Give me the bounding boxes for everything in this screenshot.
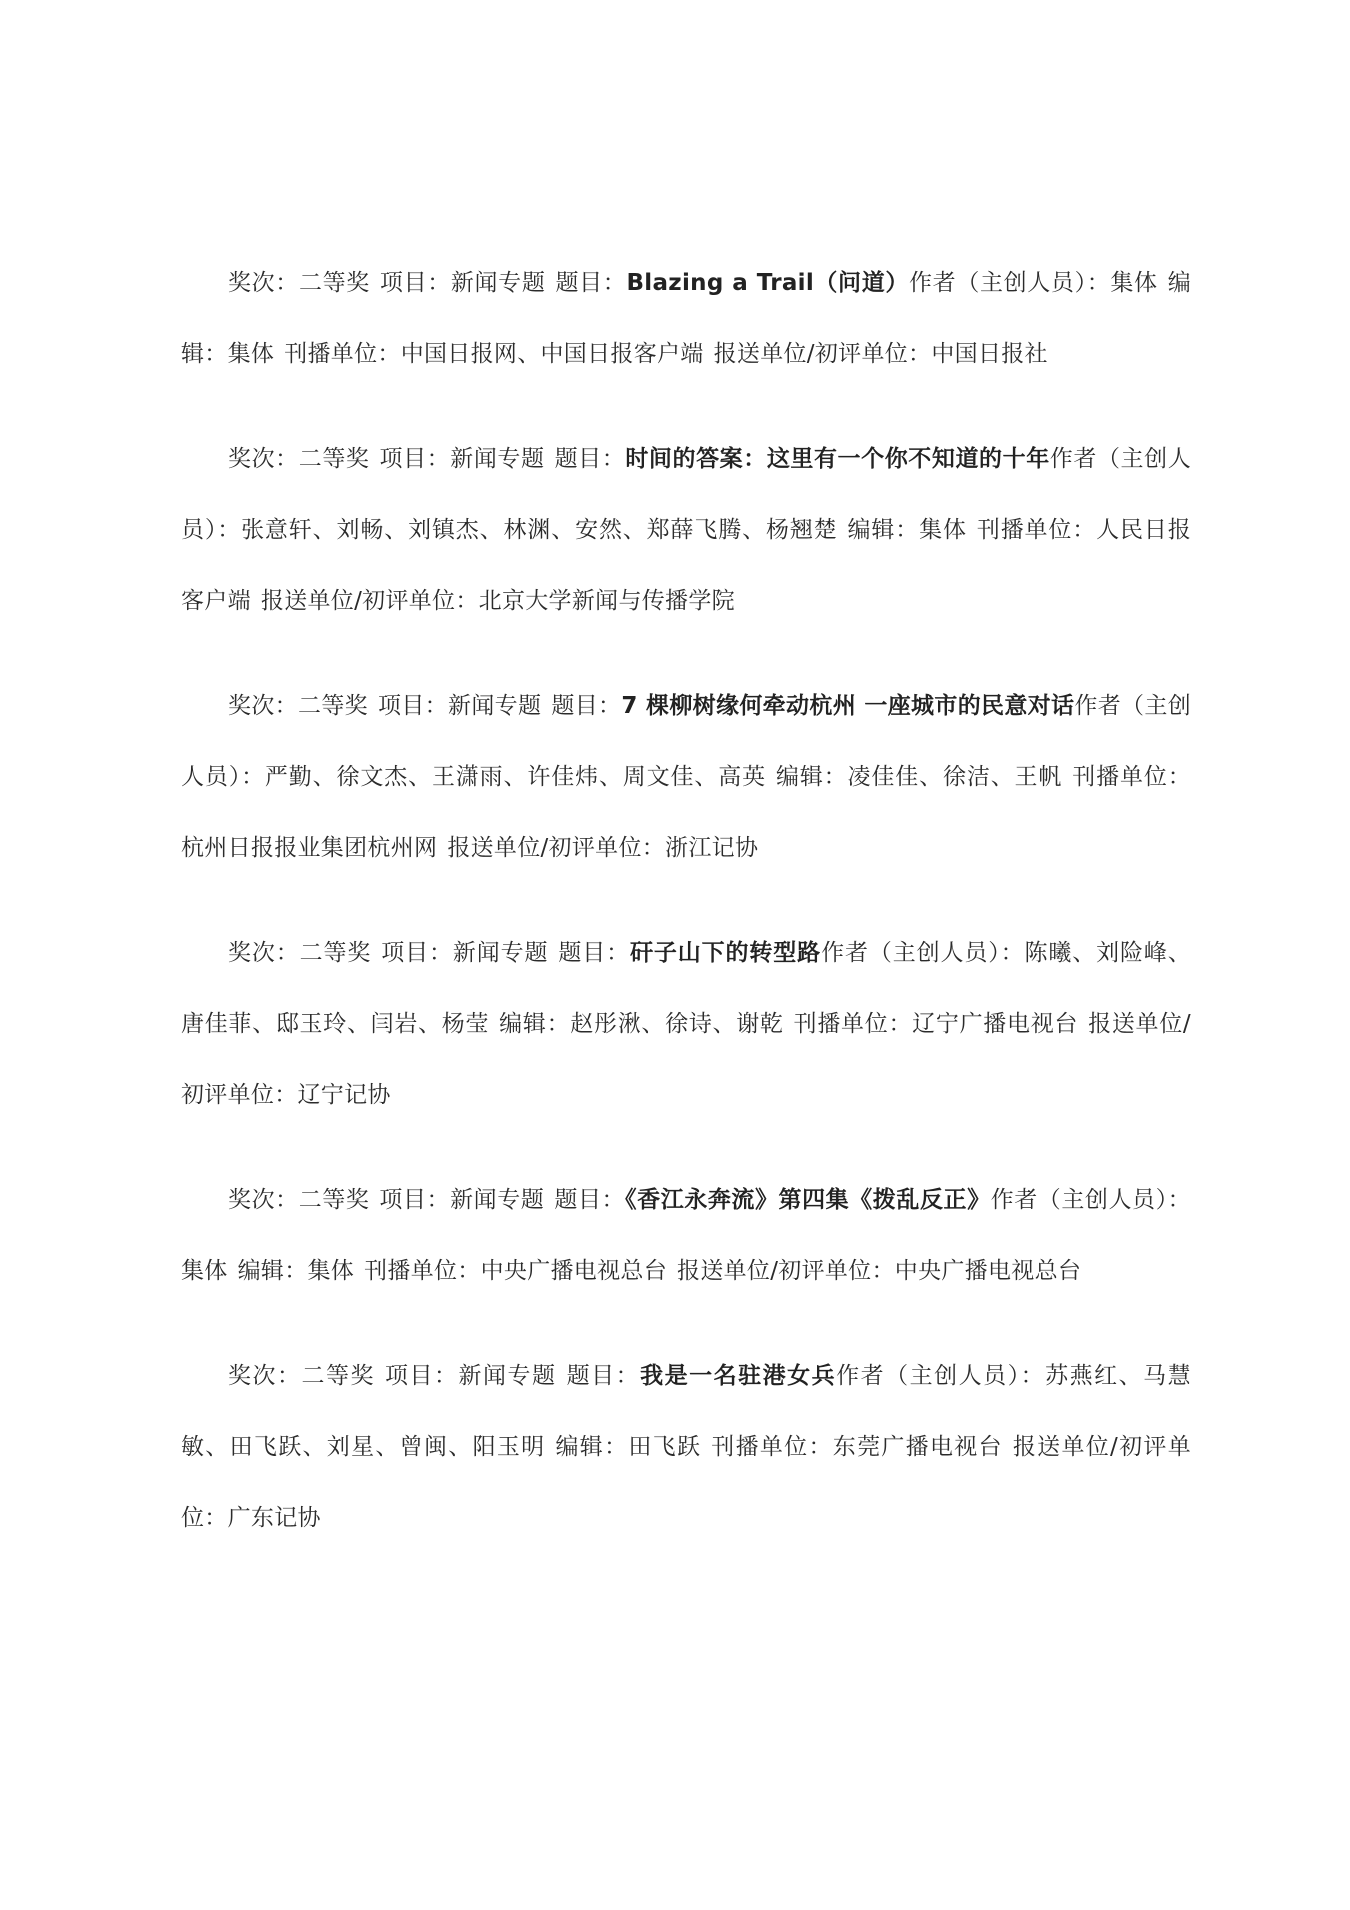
project-category: 项目：新闻专题 bbox=[385, 1363, 557, 1389]
authors: 作者（主创人员）：苏燕红、马慧敏、田飞跃、刘星、曾闽、阳玉明 bbox=[181, 1363, 1191, 1460]
editors: 编辑：集体 bbox=[237, 1258, 355, 1284]
document-page bbox=[181, 248, 1191, 1588]
submitter: 报送单位/初评单位：中国日报社 bbox=[713, 341, 1048, 367]
award-entry bbox=[181, 248, 1191, 390]
publisher: 刊播单位：辽宁广播电视台 bbox=[793, 1011, 1079, 1037]
publisher: 刊播单位：东莞广播电视台 bbox=[711, 1434, 1003, 1460]
submitter: 报送单位/初评单位：北京大学新闻与传播学院 bbox=[260, 588, 735, 614]
submitter: 报送单位/初评单位：浙江记协 bbox=[447, 835, 759, 861]
title-label: 题目： bbox=[558, 940, 631, 966]
entry-title: 矸子山下的转型路 bbox=[630, 940, 822, 966]
award-entry bbox=[181, 1165, 1191, 1307]
project-category: 项目：新闻专题 bbox=[379, 1187, 545, 1213]
entry-title: 《香江永奔流》第四集《拨乱反正》 bbox=[625, 1187, 991, 1213]
project-category: 项目：新闻专题 bbox=[379, 446, 545, 472]
entry-title: Blazing a Trail（问道） bbox=[626, 270, 910, 296]
authors: 作者（主创人员）：集体 bbox=[181, 1187, 1191, 1284]
authors: 作者（主创人员）：张意轩、刘畅、刘镇杰、林渊、安然、郑薛飞腾、杨翘楚 bbox=[181, 446, 1192, 543]
editors: 编辑：集体 bbox=[847, 517, 967, 543]
authors: 作者（主创人员）：集体 bbox=[909, 270, 1158, 296]
entry-title: 时间的答案：这里有一个你不知道的十年 bbox=[625, 446, 1050, 472]
editors: 编辑：田飞跃 bbox=[555, 1434, 702, 1460]
award-level: 奖次：二等奖 bbox=[228, 270, 370, 296]
publisher: 刊播单位：中央广播电视总台 bbox=[364, 1258, 668, 1284]
submitter: 报送单位/初评单位：广东记协 bbox=[181, 1434, 1191, 1531]
authors: 作者（主创人员）：陈曦、刘险峰、唐佳菲、邸玉玲、闫岩、杨莹 bbox=[181, 940, 1191, 1037]
title-label: 题目： bbox=[554, 446, 626, 472]
editors: 编辑：凌佳佳、徐洁、王帆 bbox=[775, 764, 1063, 790]
entry-title: 我是一名驻港女兵 bbox=[640, 1363, 837, 1389]
editors: 编辑：集体 bbox=[181, 270, 1192, 367]
title-label: 题目： bbox=[554, 1187, 626, 1213]
award-level: 奖次：二等奖 bbox=[228, 693, 369, 719]
submitter: 报送单位/初评单位：辽宁记协 bbox=[181, 1011, 1191, 1108]
authors: 作者（主创人员）：严勤、徐文杰、王潇雨、许佳炜、周文佳、高英 bbox=[181, 693, 1192, 790]
project-category: 项目：新闻专题 bbox=[378, 693, 542, 719]
award-entry bbox=[181, 918, 1191, 1131]
award-level: 奖次：二等奖 bbox=[228, 1363, 376, 1389]
publisher: 刊播单位：中国日报网、中国日报客户端 bbox=[284, 341, 704, 367]
title-label: 题目： bbox=[551, 693, 622, 719]
award-level: 奖次：二等奖 bbox=[228, 446, 370, 472]
project-category: 项目：新闻专题 bbox=[379, 270, 546, 296]
award-level: 奖次：二等奖 bbox=[228, 1187, 370, 1213]
entry-title: 7 棵柳树缘何牵动杭州 一座城市的民意对话 bbox=[621, 693, 1075, 719]
award-entry bbox=[181, 424, 1191, 637]
title-label: 题目： bbox=[555, 270, 627, 296]
project-category: 项目：新闻专题 bbox=[381, 940, 549, 966]
award-entry bbox=[181, 1341, 1191, 1554]
publisher: 刊播单位：人民日报客户端 bbox=[181, 517, 1192, 614]
award-entry bbox=[181, 671, 1191, 884]
award-level: 奖次：二等奖 bbox=[228, 940, 372, 966]
editors: 编辑：赵彤湫、徐诗、谢乾 bbox=[499, 1011, 784, 1037]
title-label: 题目： bbox=[566, 1363, 641, 1389]
publisher: 刊播单位：杭州日报报业集团杭州网 bbox=[181, 764, 1192, 861]
submitter: 报送单位/初评单位：中央广播电视总台 bbox=[677, 1258, 1082, 1284]
